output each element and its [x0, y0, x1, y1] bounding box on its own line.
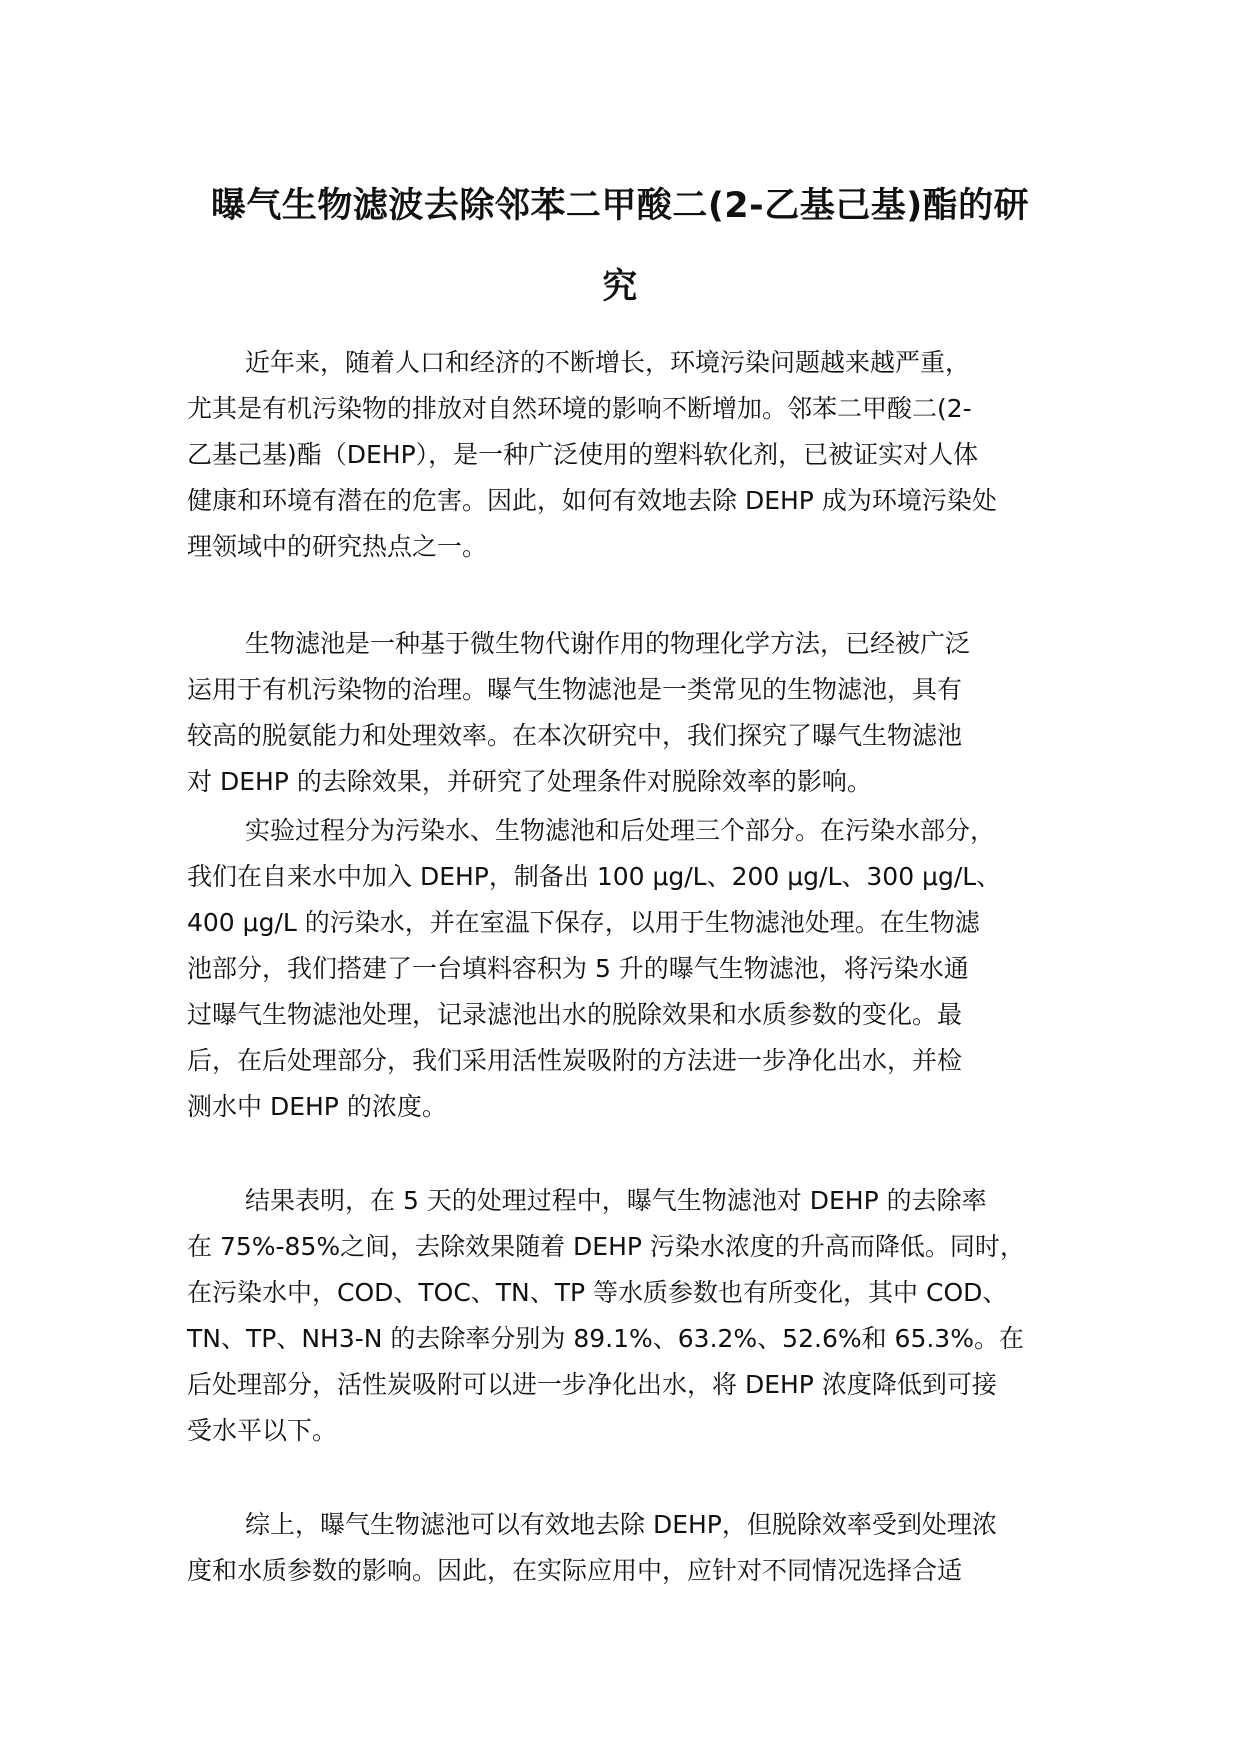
paragraph-line: 较高的脱氨能力和处理效率。在本次研究中，我们探究了曝气生物滤池: [187, 721, 963, 750]
paragraph-line: 健康和环境有潜在的危害。因此，如何有效地去除 DEHP 成为环境污染处: [187, 486, 997, 515]
document-title-line-1: 曝气生物滤波去除邻苯二甲酸二(2-乙基己基)酯的研: [210, 186, 1030, 226]
paragraph-line: 测水中 DEHP 的浓度。: [187, 1092, 447, 1121]
paragraph-results: [187, 1178, 1067, 1454]
paragraph-line: 度和水质参数的影响。因此，在实际应用中，应针对不同情况选择合适: [187, 1556, 963, 1585]
paragraph-biofilter: [187, 621, 1067, 805]
paragraph-line: 对 DEHP 的去除效果，并研究了处理条件对脱除效率的影响。: [187, 767, 872, 796]
paragraph-line: 理领域中的研究热点之一。: [187, 532, 488, 561]
paragraph-line: 尤其是有机污染物的排放对自然环境的影响不断增加。邻苯二甲酸二(2-: [187, 394, 972, 423]
paragraph-line: 过曝气生物滤池处理，记录滤池出水的脱除效果和水质参数的变化。最: [187, 1000, 963, 1029]
paragraph-line: 在污染水中，COD、TOC、TN、TP 等水质参数也有所变化，其中 COD、: [187, 1278, 1008, 1307]
paragraph-line: 乙基己基)酯（DEHP），是一种广泛使用的塑料软化剂，已被证实对人体: [187, 440, 979, 469]
paragraph-line: 近年来，随着人口和经济的不断增长，环境污染问题越来越严重，: [245, 348, 971, 377]
paragraph-intro: [187, 340, 1067, 570]
paragraph-line: 运用于有机污染物的治理。曝气生物滤池是一类常见的生物滤池，具有: [187, 675, 963, 704]
paragraph-line: 池部分，我们搭建了一台填料容积为 5 升的曝气生物滤池，将污染水通: [187, 954, 969, 983]
paragraph-line: 在 75%-85%之间，去除效果随着 DEHP 污染水浓度的升高而降低。同时，: [187, 1232, 1025, 1261]
paragraph-line: TN、TP、NH3-N 的去除率分别为 89.1%、63.2%、52.6%和 65.3%。在: [187, 1324, 1024, 1353]
paragraph-line: 实验过程分为污染水、生物滤池和后处理三个部分。在污染水部分，: [245, 816, 996, 845]
paragraph-conclusion: [187, 1502, 1067, 1594]
document-title-line-2: 究: [602, 267, 638, 307]
paragraph-line: 生物滤池是一种基于微生物代谢作用的物理化学方法，已经被广泛: [245, 629, 971, 658]
paragraph-line: 综上，曝气生物滤池可以有效地去除 DEHP，但脱除效率受到处理浓: [245, 1510, 997, 1539]
paragraph-line: 结果表明，在 5 天的处理过程中，曝气生物滤池对 DEHP 的去除率: [245, 1186, 987, 1215]
paragraph-line: 后处理部分，活性炭吸附可以进一步净化出水，将 DEHP 浓度降低到可接: [187, 1370, 997, 1399]
paragraph-line: 我们在自来水中加入 DEHP，制备出 100 μg/L、200 μg/L、300 μg/L、: [187, 862, 1002, 891]
paragraph-line: 后，在后处理部分，我们采用活性炭吸附的方法进一步净化出水，并检: [187, 1046, 963, 1075]
paragraph-experiment: [187, 808, 1067, 1130]
paragraph-line: 400 μg/L 的污染水，并在室温下保存，以用于生物滤池处理。在生物滤: [187, 908, 980, 937]
paragraph-line: 受水平以下。: [187, 1416, 338, 1445]
